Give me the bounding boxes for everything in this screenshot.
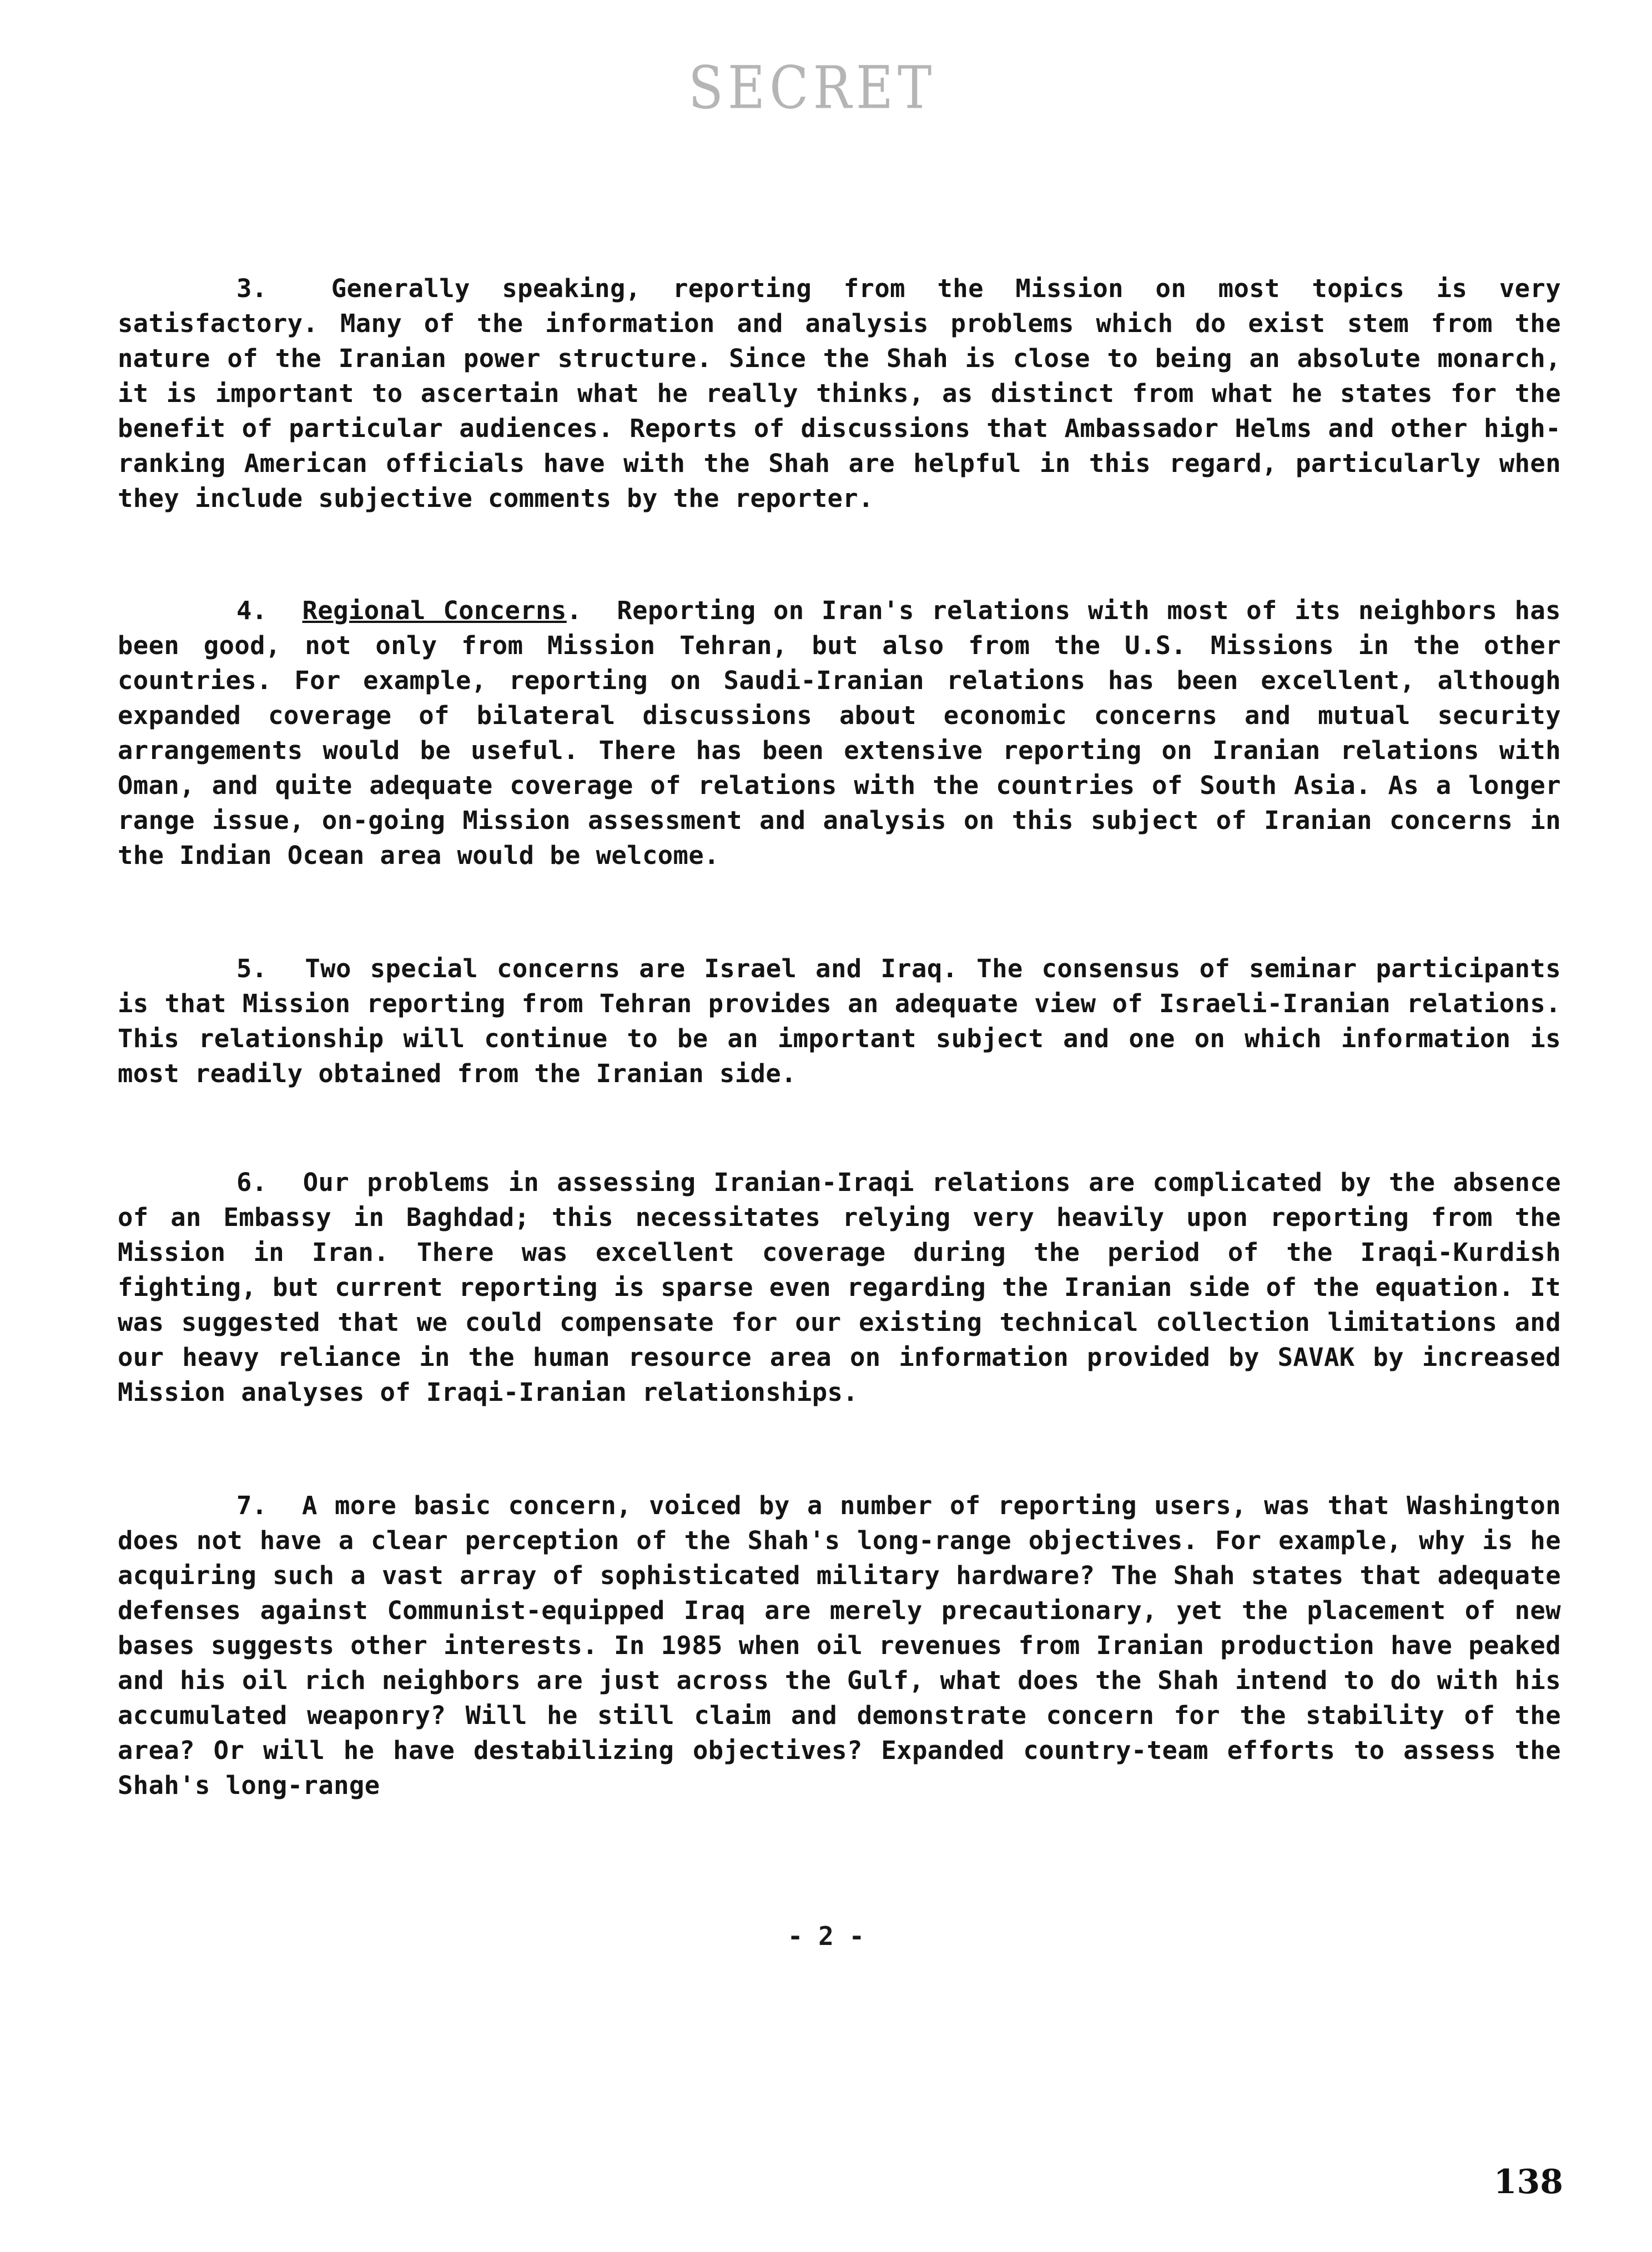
paragraph-number: 3. [236, 274, 268, 303]
paragraph-5 [118, 951, 1561, 1091]
paragraph-text: Two special concerns are Israel and Iraq. The consensus of seminar participants is that Mission reporting from Tehran provides an adequate view of Israeli-Iranian relations. This relationship will continue to be an important subject and one on which information is most readily obtained from the Iranian side. [118, 954, 1561, 1088]
bates-number: 138 [1493, 2163, 1563, 2201]
paragraph-number: 4. [236, 596, 268, 625]
paragraph-text: Our problems in assessing Iranian-Iraqi relations are complicated by the absence of an Embassy in Baghdad; this necessitates relying very heavily upon reporting from the Mission in Iran. There was excellent coverage during the period of the Iraqi-Kurdish fighting, but current reporting is sparse even regarding the Iranian side of the equation. It was suggested that we could compensate for our existing technical collection limitations and our heavy reliance in the human resource area on information provided by SAVAK by increased Mission analyses of Iraqi-Iranian relationships. [118, 1168, 1562, 1407]
paragraph-3 [118, 271, 1561, 516]
page-number: - 2 - [787, 1921, 865, 1951]
paragraph-text: Reporting on Iran's relations with most of its neighbors has been good, not only from Mission Tehran, but also from the U.S. Missions in the other countries. For example, reporting on Saudi-Iranian relations has been excellent, although expanded coverage of bilateral discussions about economic concerns and mutual security arrangements would be useful. There has been extensive reporting on Iranian relations with Oman, and quite adequate coverage of relations with the countries of South Asia. As a longer range issue, on-going Mission assessment and analysis on this subject of Iranian concerns in the Indian Ocean area would be welcome. [118, 596, 1561, 870]
paragraph-number: 5. [236, 954, 268, 983]
paragraph-7 [118, 1488, 1561, 1803]
section-heading: Regional Concerns [302, 596, 567, 625]
paragraph-text: A more basic concern, voiced by a number of reporting users, was that Washington does not have a clear perception of the Shah's long-range objectives. For example, why is he acquiring such a vast array of sophisticated military hardware? The Shah states that adequate defenses against Communist-equipped Iraq are merely precautionary, yet the placement of new bases suggests other interests. In 1985 when oil revenues from Iranian production have peaked and his oil rich neighbors are just across the Gulf, what does the Shah intend to do with his accumulated weaponry? Will he still claim and demonstrate concern for the stability of the area? Or will he have destabilizing objectives? Expanded country-team efforts to assess the Shah's long-range [118, 1491, 1561, 1800]
paragraph-text: Generally speaking, reporting from the Mission on most topics is very satisfactory. Many of the information and analysis problems which do exist stem from the nature of the Iranian power structure. Since the Shah is close to being an absolute monarch, it is important to ascertain what he really thinks, as distinct from what he states for the benefit of particular audiences. Reports of discussions that Ambassador Helms and other high-ranking American officials have with the Shah are helpful in this regard, particularly when they include subjective comments by the reporter. [118, 274, 1561, 513]
heading-punctuation: . [566, 596, 582, 625]
classification-stamp: SECRET [688, 53, 936, 123]
paragraph-6 [118, 1165, 1561, 1410]
paragraph-number: 7. [236, 1491, 268, 1520]
paragraph-4 [118, 593, 1561, 873]
paragraph-number: 6. [236, 1168, 268, 1197]
